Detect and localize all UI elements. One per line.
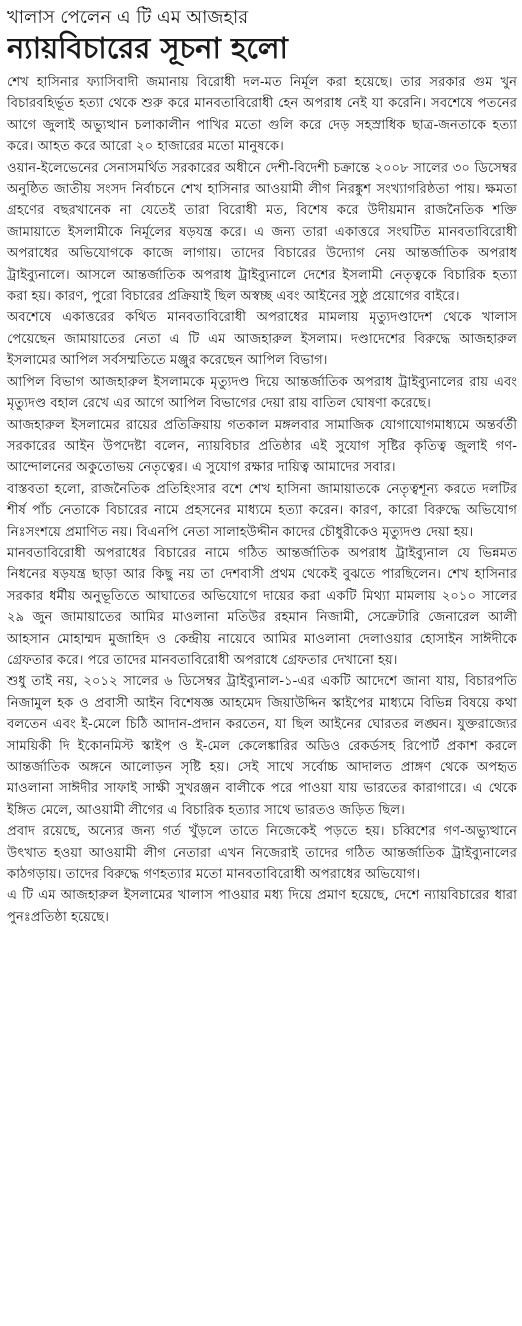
paragraph-8: শুধু তাই নয়, ২০১২ সালের ৬ ডিসেম্বর ট্রাইব্যুনাল-১-এর একটি আদেশে জানা যায়, বিচারপতি নিজামুল হক ও প্রবাসী আইন বিশেষজ্ঞ আহমেদ জিয়াউদ্দিন স্কাইপের মাধ্যমে বিভিন্ন বিষয়ে কথা বলতেন এবং ই-মেলে চিঠি আদান-প্রদান করতেন, যা ছিল আইনের ঘোরতর লঙ্ঘন। যুক্তরাজ্যের সাময়িকী দি ইকোনমিস্ট স্কাইপ ও ই-মেল কেলেঙ্কারির অডিও রেকর্ডসহ রিপোর্ট প্রকাশ করলে আন্তর্জাতিক অঙ্গনে আলোড়ন সৃষ্টি হয়। সেই সাথে সর্বোচ্চ আদালত প্রাঙ্গণ থেকে অপহৃত মাওলানা সাঈদীর সাফাই সাক্ষী সুখরঞ্জন বালীকে পরে পাওয়া যায় ভারতের কারাগারে। এ থেকে ইঙ্গিত মেলে, আওয়ামী লীগের এ বিচারিক হত্যার সাথে ভারতও জড়িত ছিল। [7, 674, 517, 818]
paragraph-4: আপিল বিভাগ আজহারুল ইসলামকে মৃত্যুদণ্ড দিয়ে আন্তর্জাতিক অপরাধ ট্রাইব্যুনালের রায় এবং মৃত্যুদণ্ড বহাল রেখে এর আগে আপিল বিভাগের দেয়া রায় বাতিল ঘোষণা করেছে। [7, 374, 517, 412]
paragraph-1: শেখ হাসিনার ফ্যাসিবাদী জমানায় বিরোধী দল-মত নির্মূল করা হয়েছে। তার সরকার গুম খুন বিচারবহির্ভূত হত্যা থেকে শুরু করে মানবতাবিরোধী হেন অপরাধ নেই যা করেনি। সবশেষে পতনের আগে জুলাই অভ্যুত্থান চলাকালীন পাখির মতো গুলি করে দেড় সহস্রাধিক ছাত্র-জনতাকে হত্যা করে। আহত করে আরো ২০ হাজারের মতো মানুষকে। [7, 75, 517, 155]
article-body [7, 72, 517, 928]
paragraph-9: প্রবাদ রয়েছে, অন্যের জন্য গর্ত খুঁড়লে তাতে নিজেকেই পড়তে হয়। চব্বিশের গণ-অভ্যুত্থানে উৎখাত হওয়া আওয়ামী লীগ নেতারা এখন নিজেরাই তাদের গঠিত আন্তর্জাতিক ট্রাইব্যুনালের কাঠগড়ায়। তাদের বিরুদ্ধে গণহত্যার মতো মানবতাবিরোধী অপরাধের অভিযোগ। [7, 824, 517, 883]
paragraph-5: আজহারুল ইসলামের রায়ের প্রতিক্রিয়ায় গতকাল মঙ্গলবার সামাজিক যোগাযোগমাধ্যমে অন্তর্বর্তী সরকারের আইন উপদেষ্টা বলেন, ন্যায়বিচার প্রতিষ্ঠার এই সুযোগ সৃষ্টির কৃতিত্ব জুলাই গণ-আন্দোলনের অকুতোভয় নেতৃত্বের। এ সুযোগ রক্ষার দায়িত্ব আমাদের সবার। [7, 417, 517, 476]
paragraph-6: বাস্তবতা হলো, রাজনৈতিক প্রতিহিংসার বশে শেখ হাসিনা জামায়াতকে নেতৃত্বশূন্য করতে দলটির শীর্ষ পাঁচ নেতাকে বিচারের নামে প্রহসনের মাধ্যমে হত্যা করেন। কারণ, কারো বিরুদ্ধে অভিযোগ নিঃসংশয়ে প্রমাণিত নয়। বিএনপি নেতা সালাহউদ্দীন কাদের চৌধুরীকেও মৃত্যুদণ্ড দেয়া হয়। [7, 481, 517, 540]
article-headline: ন্যায়বিচারের সূচনা হলো [7, 31, 288, 65]
paragraph-3: অবশেষে একাত্তরের কথিত মানবতাবিরোধী অপরাধের মামলায় মৃত্যুদণ্ডাদেশ থেকে খালাস পেয়েছেন জামায়াতের নেতা এ টি এম আজহারুল ইসলাম। দণ্ডাদেশের বিরুদ্ধে আজহারুল ইসলামের আপিল সর্বসম্মতিতে মঞ্জুর করেছেন আপিল বিভাগ। [7, 310, 517, 369]
article-kicker: খালাস পেলেন এ টি এম আজহার [7, 7, 249, 28]
paragraph-2: ওয়ান-ইলেভেনের সেনাসমর্থিত সরকারের অধীনে দেশী-বিদেশী চক্রান্তে ২০০৮ সালের ৩০ ডিসেম্বর অনুষ্ঠিত জাতীয় সংসদ নির্বাচনে শেখ হাসিনার আওয়ামী লীগ নিরঙ্কুশ সংখ্যাগরিষ্ঠতা পায়। ক্ষমতা গ্রহণের বছরখানেক না যেতেই তারা বিরোধী মত, বিশেষ করে উদীয়মান রাজনৈতিক শক্তি জামায়াতে ইসলামীকে নির্মূলের ষড়যন্ত্র করে। এ জন্য তারা একাত্তরে সংঘটিত মানবতাবিরোধী অপরাধের অভিযোগকে কাজে লাগায়। তাদের বিচারের উদ্যোগ নেয় আন্তর্জাতিক অপরাধ ট্রাইব্যুনালে। আসলে আন্তর্জাতিক অপরাধ ট্রাইব্যুনালে দেশের ইসলামী নেতৃত্বকে বিচারিক হত্যা করা হয়। কারণ, পুরো বিচারের প্রক্রিয়াই ছিল অস্বচ্ছ এবং আইনের সুষ্ঠু প্রয়োগের বাইরে। [7, 160, 517, 305]
paragraph-7: মানবতাবিরোধী অপরাধের বিচারের নামে গঠিত আন্তর্জাতিক অপরাধ ট্রাইব্যুনাল যে ভিন্নমত নিধনের ষড়যন্ত্র ছাড়া আর কিছু নয় তা দেশবাসী প্রথম থেকেই বুঝতে পারছিলেন। শেখ হাসিনার সরকার ধর্মীয় অনুভূতিতে আঘাতের অভিযোগে দায়ের করা একটি মিথ্যা মামলায় ২০১০ সালের ২৯ জুন জামায়াতের আমির মাওলানা মতিউর রহমান নিজামী, সেক্রেটারি জেনারেল আলী আহসান মোহাম্মদ মুজাহিদ ও কেন্দ্রীয় নায়েবে আমির মাওলানা দেলাওয়ার হোসাইন সাঈদীকে গ্রেফতার করে। পরে তাদের মানবতাবিরোধী অপরাধে গ্রেফতার দেখানো হয়। [7, 545, 517, 668]
paragraph-10: এ টি এম আজহারুল ইসলামের খালাস পাওয়ার মধ্য দিয়ে প্রমাণ হয়েছে, দেশে ন্যায়বিচারের ধারা পুনঃপ্রতিষ্ঠা হয়েছে। [7, 888, 517, 925]
article [7, 6, 517, 928]
